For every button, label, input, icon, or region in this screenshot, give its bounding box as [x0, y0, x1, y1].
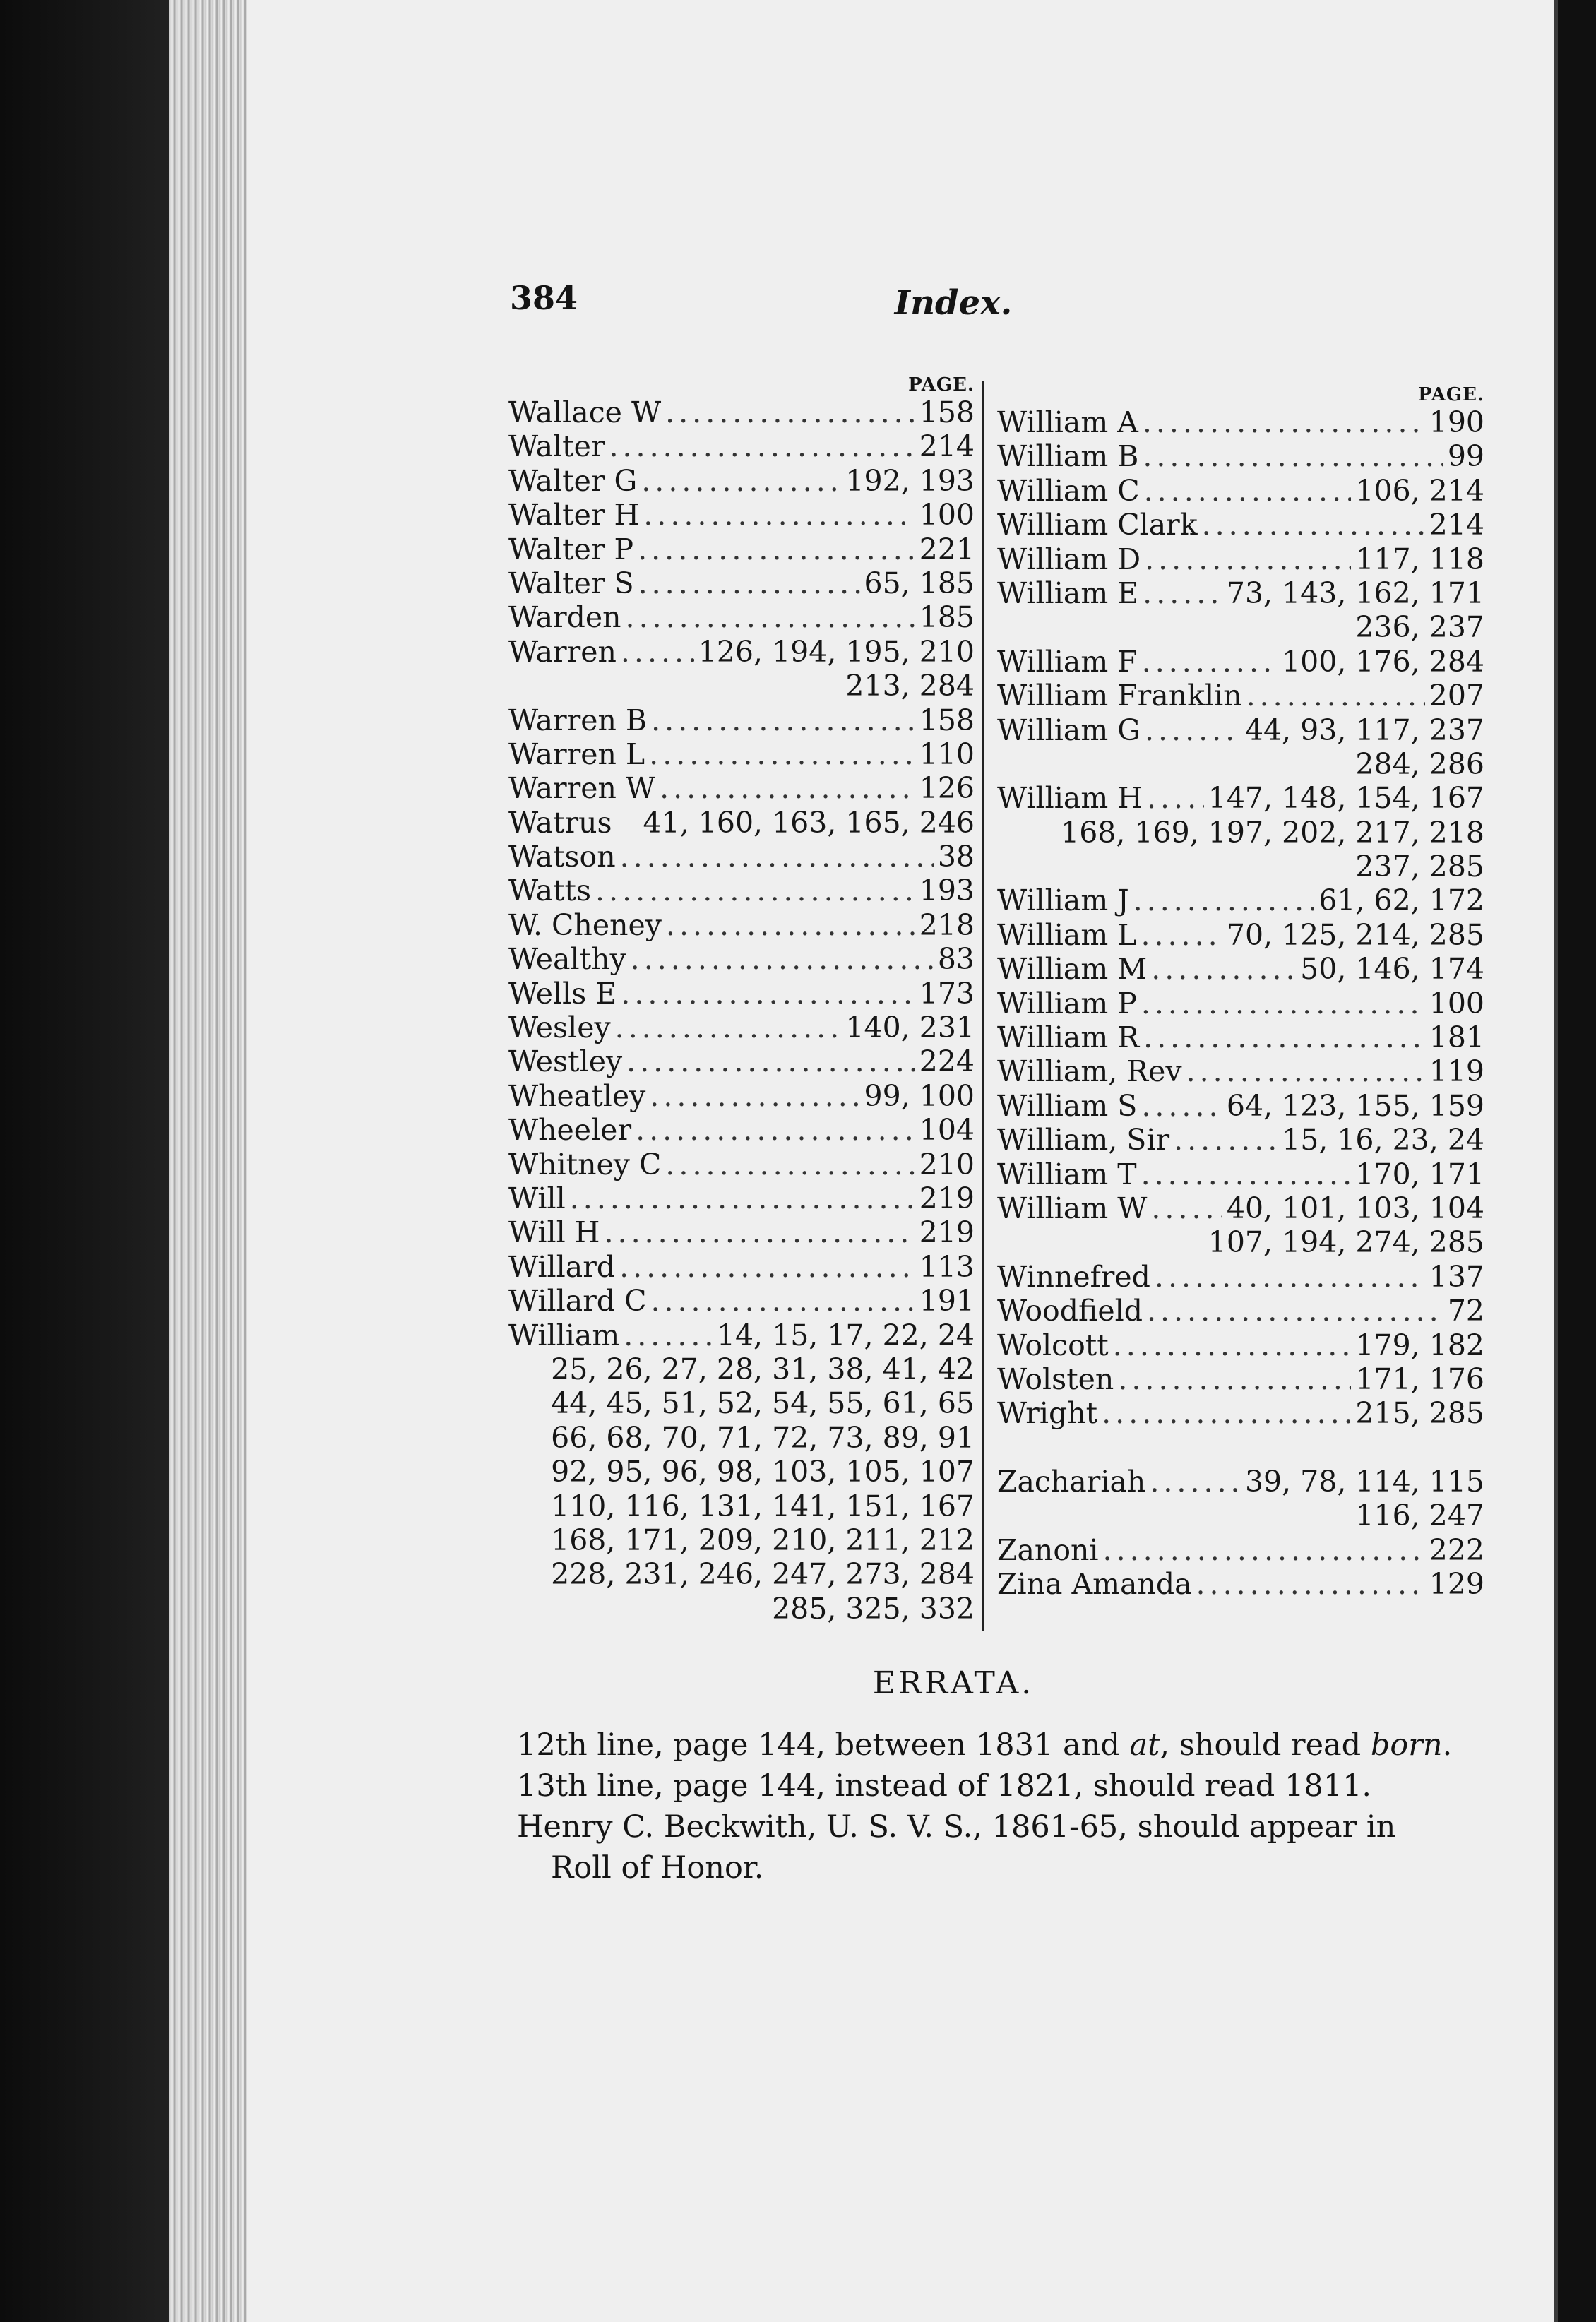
entry-pages: 224	[919, 1044, 975, 1079]
entry-name: Walter P	[508, 532, 634, 566]
entry-pages: 210	[919, 1147, 975, 1181]
dot-leader	[631, 942, 934, 976]
dot-leader	[1202, 508, 1425, 542]
dot-leader	[619, 1250, 915, 1284]
entry-name: Westley	[508, 1044, 623, 1079]
dot-leader	[1145, 542, 1351, 576]
index-entry	[997, 1054, 1484, 1088]
index-entry	[997, 1362, 1484, 1396]
page-number: 384	[510, 279, 578, 317]
book-page-edges	[169, 0, 254, 2322]
scan-background-right	[1554, 0, 1596, 2322]
entry-name: Walter S	[508, 566, 634, 600]
entry-name: William E	[997, 576, 1139, 610]
entry-pages: 113	[919, 1249, 975, 1284]
entry-pages: 158	[919, 395, 975, 429]
index-entry	[997, 1294, 1484, 1328]
entry-pages: 158	[919, 703, 975, 737]
entry-pages: 39, 78, 114, 115	[1244, 1464, 1484, 1499]
dot-leader	[650, 1284, 915, 1318]
entry-pages: 72	[1447, 1294, 1484, 1328]
entry-pages: 99, 100	[864, 1078, 975, 1113]
entry-name: Watts	[508, 874, 592, 908]
index-entry	[997, 713, 1484, 747]
index-entry	[508, 395, 975, 429]
entry-name: William Clark	[997, 508, 1198, 542]
entry-name: Wright	[997, 1396, 1098, 1431]
entry-name: William Franklin	[997, 679, 1242, 713]
index-entry	[508, 1215, 975, 1249]
index-entry	[997, 679, 1484, 713]
dot-leader	[626, 1044, 915, 1078]
entry-pages: 215, 285	[1355, 1396, 1484, 1431]
entry-name: Will	[508, 1181, 566, 1215]
index-entry	[508, 566, 975, 600]
index-entry	[997, 952, 1484, 986]
column-heading: PAGE.	[908, 374, 975, 395]
index-continuation: 285, 325, 332	[772, 1591, 975, 1626]
entry-name: William H	[997, 781, 1143, 816]
entry-pages: 147, 148, 154, 167	[1208, 781, 1484, 816]
index-entry	[997, 508, 1484, 542]
entry-pages: 219	[919, 1181, 975, 1215]
entry-pages: 222	[1429, 1532, 1484, 1567]
entry-name: Watson	[508, 840, 616, 874]
entry-name: William W	[997, 1191, 1148, 1225]
index-entry	[997, 781, 1484, 815]
entry-pages: 41, 160, 163, 165, 246	[643, 805, 975, 840]
entry-pages: 140, 231	[845, 1011, 975, 1045]
index-entry	[508, 806, 975, 840]
entry-pages: 99	[1447, 439, 1484, 474]
dot-leader	[621, 977, 915, 1011]
dot-leader	[1151, 1191, 1222, 1225]
dot-leader	[665, 395, 915, 429]
entry-name: William S	[997, 1088, 1138, 1123]
entry-name: Wesley	[508, 1011, 611, 1045]
entry-name: Warren B	[508, 703, 648, 737]
entry-name: Watrus	[508, 805, 612, 840]
index-entry	[508, 635, 975, 669]
index-entry	[508, 908, 975, 942]
entry-pages: 219	[919, 1215, 975, 1250]
page-edge-line	[1554, 0, 1558, 2322]
entry-name: William M	[997, 952, 1148, 987]
entry-pages: 170, 171	[1355, 1157, 1484, 1191]
dot-leader	[1246, 679, 1425, 713]
index-column-left	[508, 374, 975, 1626]
entry-pages: 70, 125, 214, 285	[1226, 917, 1484, 952]
column-heading: PAGE.	[1418, 384, 1484, 405]
index-entry	[508, 874, 975, 907]
entry-name: Walter G	[508, 463, 638, 498]
entry-pages: 61, 62, 172	[1318, 883, 1484, 918]
index-entry	[508, 498, 975, 532]
errata-line: 12th line, page 144, between 1831 and at, should read born.	[517, 1727, 1453, 1763]
entry-pages: 15, 16, 23, 24	[1282, 1123, 1484, 1157]
entry-pages: 193	[919, 874, 975, 908]
entry-name: Zanoni	[997, 1532, 1099, 1567]
entry-name: William, Sir	[997, 1123, 1170, 1157]
entry-pages: 100	[1429, 986, 1484, 1020]
entry-name: William, Rev	[997, 1054, 1182, 1089]
dot-leader	[1143, 439, 1443, 473]
index-entry	[508, 1079, 975, 1113]
entry-name: William G	[997, 713, 1141, 747]
entry-name: William B	[997, 439, 1139, 474]
entry-pages: 126	[919, 771, 975, 806]
dot-leader	[1133, 883, 1315, 917]
dot-leader	[1174, 1123, 1278, 1157]
entry-pages: 73, 143, 162, 171	[1226, 576, 1484, 610]
entry-name: Walter	[508, 429, 605, 464]
index-entry	[997, 883, 1484, 917]
dot-leader	[651, 703, 915, 737]
index-entry	[508, 840, 975, 874]
index-entry	[508, 1113, 975, 1147]
index-entry	[997, 1533, 1484, 1567]
entry-pages: 129	[1429, 1566, 1484, 1601]
dot-leader	[1147, 1294, 1443, 1328]
index-entry	[997, 1020, 1484, 1054]
index-entry	[997, 474, 1484, 508]
errata-line: Roll of Honor.	[551, 1850, 764, 1886]
index-entry	[997, 987, 1484, 1020]
index-entry	[508, 1011, 975, 1044]
entry-pages: 50, 146, 174	[1300, 952, 1484, 987]
dot-leader	[660, 771, 915, 805]
entry-name: Zachariah	[997, 1464, 1146, 1499]
entry-name: William P	[997, 986, 1137, 1020]
index-entry	[508, 703, 975, 737]
dot-leader	[1141, 1089, 1222, 1123]
dot-leader	[1141, 1157, 1352, 1191]
page-header	[247, 279, 1554, 328]
entry-name: Woodfield	[997, 1294, 1143, 1328]
dot-leader	[615, 1011, 842, 1044]
entry-name: Warren W	[508, 771, 656, 806]
dot-leader	[1142, 645, 1278, 679]
dot-leader	[1143, 576, 1222, 610]
index-continuation: 25, 26, 27, 28, 31, 38, 41, 42	[551, 1352, 975, 1386]
dot-leader	[636, 1113, 915, 1147]
entry-name: Warren	[508, 634, 617, 669]
index-entry	[508, 600, 975, 634]
index-entry	[997, 1157, 1484, 1191]
dot-leader	[1118, 1362, 1351, 1396]
dot-leader	[1150, 1465, 1241, 1499]
entry-pages: 185	[919, 600, 975, 635]
dot-leader	[1141, 987, 1425, 1020]
entry-pages: 117, 118	[1355, 542, 1484, 576]
entry-pages: 181	[1429, 1020, 1484, 1055]
entry-name: W. Cheney	[508, 907, 662, 942]
index-continuation: 110, 116, 131, 141, 151, 167	[551, 1489, 975, 1523]
index-continuation: 107, 194, 274, 285	[1208, 1225, 1484, 1260]
dot-leader	[1103, 1533, 1425, 1567]
index-entry	[997, 439, 1484, 473]
book-page	[247, 0, 1554, 2322]
entry-pages: 214	[919, 429, 975, 464]
entry-pages: 100	[919, 498, 975, 532]
entry-pages: 104	[919, 1113, 975, 1148]
entry-pages: 65, 185	[864, 566, 975, 600]
dot-leader	[1143, 405, 1425, 439]
dot-leader	[609, 429, 915, 463]
entry-pages: 106, 214	[1355, 473, 1484, 508]
column-divider	[982, 381, 984, 1631]
entry-pages: 191	[919, 1284, 975, 1318]
entry-name: Zina Amanda	[997, 1566, 1192, 1601]
entry-name: Winnefred	[997, 1259, 1150, 1294]
index-entry	[508, 1044, 975, 1078]
entry-pages: 137	[1429, 1259, 1484, 1294]
dot-leader	[1147, 781, 1204, 815]
entry-name: Wheatley	[508, 1078, 646, 1113]
entry-pages: 179, 182	[1355, 1328, 1484, 1362]
entry-pages: 38	[937, 840, 975, 874]
entry-name: Warden	[508, 600, 621, 635]
dot-leader	[624, 1318, 713, 1352]
entry-name: Wells E	[508, 976, 617, 1011]
entry-name: Walter H	[508, 498, 640, 532]
index-continuation: 44, 45, 51, 52, 54, 55, 61, 65	[551, 1386, 975, 1421]
index-entry	[508, 977, 975, 1011]
entry-name: Willard	[508, 1249, 616, 1284]
entry-pages: 14, 15, 17, 22, 24	[716, 1318, 975, 1352]
entry-pages: 44, 93, 117, 237	[1244, 713, 1484, 747]
entry-name: William R	[997, 1020, 1140, 1055]
index-entry	[997, 1567, 1484, 1601]
index-continuation: 284, 286	[1355, 746, 1484, 781]
index-entry	[997, 1465, 1484, 1499]
index-continuation: 237, 285	[1355, 850, 1484, 884]
entry-name: Wolsten	[997, 1362, 1114, 1396]
dot-leader	[649, 737, 915, 771]
entry-pages: 218	[919, 907, 975, 942]
dot-leader	[643, 498, 915, 532]
index-entry	[508, 1148, 975, 1181]
index-entry	[997, 1396, 1484, 1430]
dot-leader	[1143, 1020, 1425, 1054]
dot-leader	[666, 908, 915, 942]
dot-leader	[1145, 713, 1241, 747]
index-entry	[997, 645, 1484, 679]
dot-leader	[1151, 952, 1296, 986]
index-continuation: 92, 95, 96, 98, 103, 105, 107	[551, 1455, 975, 1489]
errata-line: 13th line, page 144, instead of 1821, should read 1811.	[517, 1768, 1372, 1804]
errata-title: ERRATA.	[872, 1665, 1035, 1701]
index-continuation: 228, 231, 246, 247, 273, 284	[551, 1557, 975, 1592]
index-entry	[508, 737, 975, 771]
entry-pages: 171, 176	[1355, 1362, 1484, 1396]
entry-pages: 173	[919, 976, 975, 1011]
dot-leader	[638, 532, 915, 566]
entry-name: Wallace W	[508, 395, 662, 429]
index-continuation: 236, 237	[1355, 610, 1484, 645]
entry-pages: 83	[937, 942, 975, 977]
index-entry	[997, 1260, 1484, 1294]
dot-leader	[595, 874, 915, 907]
index-continuation: 213, 284	[845, 669, 975, 703]
entry-name: Wolcott	[997, 1328, 1109, 1362]
errata-line: Henry C. Beckwith, U. S. V. S., 1861-65, should appear in	[517, 1809, 1396, 1845]
dot-leader	[1196, 1567, 1425, 1601]
index-entry	[997, 1328, 1484, 1362]
index-entry	[508, 1181, 975, 1215]
dot-leader	[1102, 1396, 1351, 1430]
entry-name: Wheeler	[508, 1113, 632, 1148]
dot-leader	[605, 1215, 915, 1249]
dot-leader	[620, 840, 934, 874]
entry-name: Whitney C	[508, 1147, 662, 1181]
entry-name: Willard C	[508, 1284, 647, 1318]
entry-name: William L	[997, 917, 1137, 952]
dot-leader	[641, 464, 841, 498]
index-entry	[508, 771, 975, 805]
index-entry	[997, 1123, 1484, 1157]
entry-pages: 119	[1429, 1054, 1484, 1089]
dot-leader	[1155, 1260, 1425, 1294]
entry-name: William D	[997, 542, 1141, 576]
index-entry	[508, 942, 975, 976]
index-continuation: 116, 247	[1355, 1499, 1484, 1533]
entry-name: William J	[997, 883, 1129, 918]
entry-pages: 207	[1429, 679, 1484, 713]
entry-name: William	[508, 1318, 620, 1352]
entry-pages: 192, 193	[845, 463, 975, 498]
entry-pages: 100, 176, 284	[1282, 644, 1484, 679]
entry-name: Warren L	[508, 737, 645, 771]
dot-leader	[621, 635, 694, 669]
index-entry	[508, 1250, 975, 1284]
entry-pages: 126, 194, 195, 210	[698, 634, 975, 669]
dot-leader	[650, 1079, 859, 1113]
index-continuation: 168, 171, 209, 210, 211, 212	[551, 1523, 975, 1557]
index-entry	[508, 429, 975, 463]
entry-pages: 221	[919, 532, 975, 566]
index-entry	[508, 464, 975, 498]
index-entry	[997, 405, 1484, 439]
entry-pages: 110	[919, 737, 975, 771]
dot-leader	[1141, 918, 1222, 952]
dot-leader	[626, 600, 915, 634]
index-entry	[997, 1089, 1484, 1123]
entry-name: William A	[997, 405, 1138, 439]
entry-name: Will H	[508, 1215, 600, 1250]
entry-pages: 190	[1429, 405, 1484, 439]
index-continuation: 168, 169, 197, 202, 217, 218	[1061, 815, 1484, 850]
dot-leader	[570, 1181, 915, 1215]
index-continuation: 66, 68, 70, 71, 72, 73, 89, 91	[551, 1420, 975, 1455]
dot-leader	[638, 566, 860, 600]
index-entry	[508, 532, 975, 566]
index-column-right	[997, 374, 1484, 1601]
index-entry	[997, 1191, 1484, 1225]
dot-leader	[1113, 1328, 1352, 1362]
index-gap	[997, 1431, 1484, 1465]
index-entry	[997, 918, 1484, 952]
dot-leader	[1144, 474, 1352, 508]
index-entry	[508, 1318, 975, 1352]
index-entry	[508, 1284, 975, 1318]
entry-name: William C	[997, 473, 1140, 508]
index-entry	[997, 542, 1484, 576]
running-title: Index.	[894, 283, 1013, 323]
entry-name: William T	[997, 1157, 1137, 1191]
entry-pages: 214	[1429, 508, 1484, 542]
dot-leader	[665, 1148, 915, 1181]
entry-name: William F	[997, 644, 1138, 679]
dot-leader	[1186, 1054, 1425, 1088]
entry-pages: 40, 101, 103, 104	[1226, 1191, 1484, 1225]
entry-pages: 64, 123, 155, 159	[1226, 1088, 1484, 1123]
index-entry	[997, 576, 1484, 610]
entry-name: Wealthy	[508, 942, 626, 977]
